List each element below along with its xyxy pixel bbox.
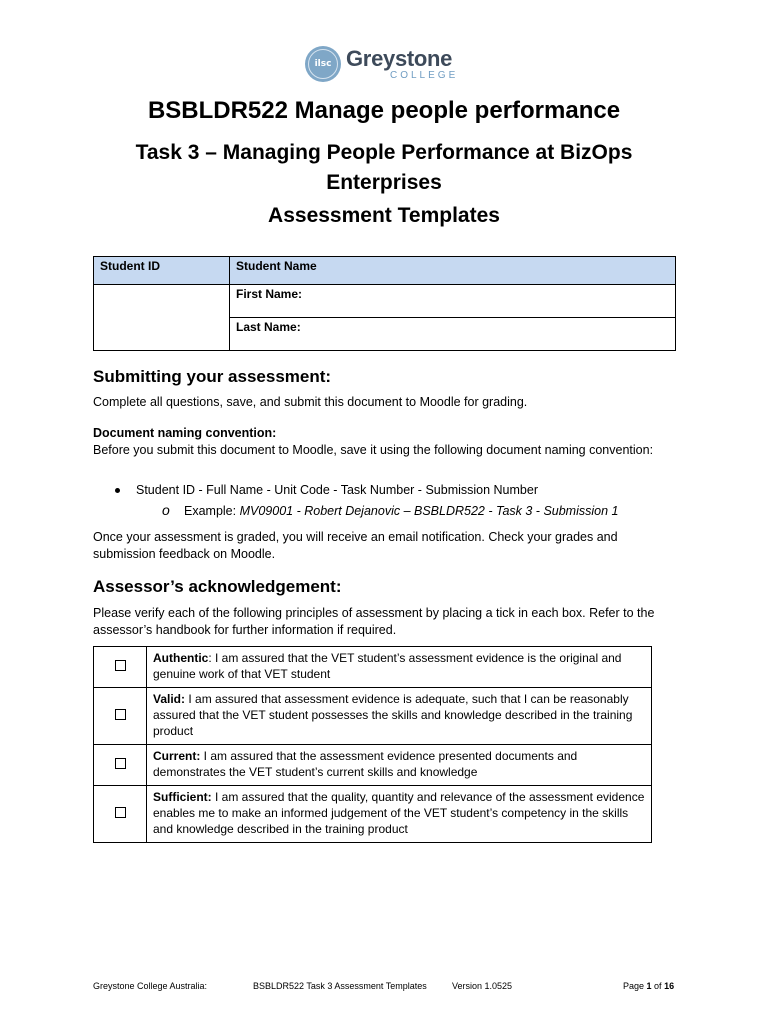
principles-table (93, 646, 652, 843)
greystone-logo (305, 44, 458, 84)
ilsc-seal-icon: ilsc (305, 46, 341, 82)
principle-row-sufficient: Sufficient: I am assured that the quality, quantity and relevance of the assessment evidence enables me to make an informed judgement of the VET student’s competency in the skills and knowledge described in the training product (94, 786, 652, 843)
footer-org: Greystone College Australia: (93, 981, 208, 991)
acknowledgement-intro: Please verify each of the following principles of assessment by placing a tick in each box. Refer to the assessor’s handbook for further information if required. (93, 606, 655, 637)
student-details-table (93, 256, 676, 351)
footer-page-number: Page 1 of 16 (623, 981, 675, 991)
sub-bullet-icon: o (162, 502, 170, 518)
bullet-icon (115, 488, 120, 493)
student-id-cell[interactable] (94, 285, 230, 351)
doc-subtitle: Assessment Templates (268, 204, 500, 227)
student-id-header: Student ID (94, 257, 230, 285)
checkbox-authentic[interactable] (115, 660, 126, 671)
naming-example: o Example: MV09001 - Robert Dejanovic – BSBLDR522 - Task 3 - Submission 1 (162, 502, 619, 518)
acknowledgement-heading: Assessor’s acknowledgement: (93, 577, 342, 596)
unit-title: BSBLDR522 Manage people performance (147, 97, 621, 124)
checkbox-valid[interactable] (115, 709, 126, 720)
submitting-intro: Complete all questions, save, and submit this document to Moodle for grading. (93, 395, 528, 409)
task-title: Task 3 – Managing People Performance at BizOps Enterprises (135, 141, 633, 194)
graded-notice: Once your assessment is graded, you will receive an email notification. Check your grades and submission feedback on Moodle. (93, 530, 618, 561)
logo-brand-name: Greystone (346, 45, 453, 71)
first-name-field[interactable]: First Name: (230, 285, 676, 318)
principle-row-current: Current: I am assured that the assessment evidence presented documents and demonstrates the VET student’s current skills and knowledge (94, 745, 652, 786)
naming-heading: Document naming convention: (93, 426, 277, 440)
principle-row-authentic: Authentic: I am assured that the VET student’s assessment evidence is the original and genuine work of that VET student (94, 647, 652, 688)
naming-bullet: Student ID - Full Name - Unit Code - Task Number - Submission Number (115, 483, 538, 497)
logo-brand-sub: COLLEGE (390, 69, 459, 81)
submitting-heading: Submitting your assessment: (93, 367, 332, 386)
naming-text: Before you submit this document to Moodle, save it using the following document naming convention: (93, 443, 654, 457)
last-name-field[interactable]: Last Name: (230, 318, 676, 351)
principle-row-valid: Valid: I am assured that assessment evidence is adequate, such that I can be reasonably assured that the VET student possesses the skills and knowledge described in the training product (94, 688, 652, 745)
checkbox-sufficient[interactable] (115, 807, 126, 818)
footer-version: Version 1.0525 (452, 981, 513, 991)
footer-doc-name: BSBLDR522 Task 3 Assessment Templates (253, 981, 427, 991)
student-name-header: Student Name (230, 257, 676, 285)
checkbox-current[interactable] (115, 758, 126, 769)
